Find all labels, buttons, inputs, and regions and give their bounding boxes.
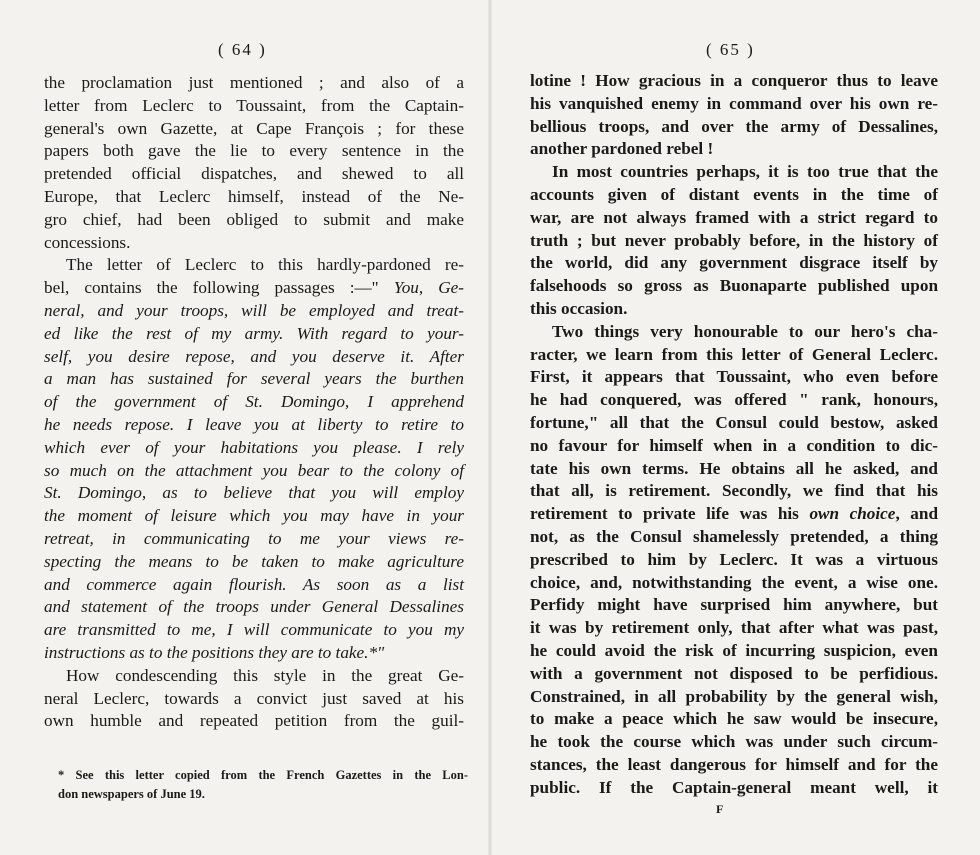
text-line: are transmitted to me, I will communicate to you my [44,620,464,640]
text-line: he needs repose. I leave you at liberty to retire to [44,414,464,434]
text-line: accounts given of distant events in the time of [530,184,938,204]
text-line: papers both gave the lie to every sentence in the [44,141,464,161]
text-line: the moment of leisure which you may have in your [44,506,464,526]
page-number-right: ( 65 ) [706,40,755,59]
text-line: that all, is retirement. Secondly, we find that his [530,481,938,501]
text-line: public. If the Captain-general meant well, it [530,777,938,797]
text-line: it was by retirement only, that after what was past, [530,618,938,638]
text-line: this occasion. [530,298,628,318]
text-line: Europe, that Leclerc himself, instead of the Ne- [44,186,464,206]
text-line: retirement to private life was his own choice, and [530,504,939,524]
text-line: bellious troops, and over the army of Dessalines, [530,116,938,136]
text-line: ed like the rest of my army. With regard to your- [44,323,464,343]
text-line: retreat, in communicating to me your views re- [44,528,464,548]
text-line: neral, and your troops, will be employed and treat- [44,300,464,320]
text-line: In most countries perhaps, it is too true that the [552,162,938,182]
footnote-line: * See this letter copied from the French Gazettes in the Lon- [58,768,468,782]
text-line: self, you desire repose, and you deserve it. After [44,346,464,366]
text-line: The letter of Leclerc to this hardly-pardoned re- [66,255,464,275]
text-line: prescribed to him by Leclerc. It was a virtuous [530,549,938,569]
text-line: no favour for himself when in a condition to dic- [530,435,938,455]
text-line: which ever of your habitations you please. I rely [44,437,464,457]
text-line: tate his own terms. He obtains all he asked, and [530,458,938,478]
text-line: stances, the least dangerous for himself and for the [530,754,938,774]
text-line: he could avoid the risk of incurring suspicion, even [530,640,938,660]
text-line: concessions. [44,232,131,252]
text-line: his vanquished enemy in command over his own re- [530,93,938,113]
text-line: neral Leclerc, towards a convict just saved at his [44,688,464,708]
text-line: Constrained, in all probability by the general wish, [530,686,938,706]
footnote-line: don newspapers of June 19. [58,787,205,801]
page-number-left: ( 64 ) [218,40,267,59]
text-line: racter, we learn from this letter of General Leclerc. [530,344,938,364]
text-line: bel, contains the following passages :—" You, Ge- [44,278,464,298]
text-line: not, as the Consul shamelessly pretended, a thing [530,526,938,546]
footnote [58,766,468,804]
text-line: Perfidy might have surprised him anywhere, but [530,595,938,615]
text-line: to make a peace which he saw would be insecure, [530,709,938,729]
right-page-body [530,70,938,800]
text-line: letter from Leclerc to Toussaint, from the Captain- [44,95,464,115]
text-line: specting the means to be taken to make agriculture [44,551,464,571]
text-line: of the government of St. Domingo, I apprehend [44,392,464,412]
text-line: First, it appears that Toussaint, who even before [530,367,938,387]
text-line: How condescending this style in the great Ge- [66,665,464,685]
text-line: the world, did any government disgrace itself by [530,253,938,273]
text-line: gro chief, had been obliged to submit and make [44,209,464,229]
right-page [490,0,980,855]
text-line: general's own Gazette, at Cape François ; for these [44,118,464,138]
left-page-body [44,72,464,733]
text-line: the proclamation just mentioned ; and also of a [44,73,464,92]
text-line: own humble and repeated petition from the guil- [44,711,464,731]
text-line: he took the course which was under such circum- [530,732,938,752]
text-line: he had conquered, was offered " rank, honours, [530,390,938,410]
text-line: war, are not always framed with a strict regard to [530,207,938,227]
text-line: falsehoods so gross as Buonaparte published upon [530,276,938,296]
text-line: and commerce again flourish. As soon as a list [44,574,464,594]
text-line: a man has sustained for several years the burthen [44,369,464,389]
text-line: and statement of the troops under General Dessalines [44,597,464,617]
text-line: another pardoned rebel ! [530,139,714,159]
text-line: pretended official dispatches, and shewed to all [44,164,464,184]
text-line: St. Domingo, as to believe that you will employ [44,483,464,503]
text-line: truth ; but never probably before, in the history of [530,230,938,250]
text-line: with a government not disposed to be perfidious. [530,663,938,683]
text-line: fortune," all that the Consul could bestow, asked [530,412,938,432]
signature-mark: F [716,802,724,816]
text-line: choice, and, notwithstanding the event, a wise one. [530,572,938,592]
text-line: instructions as to the positions they are to take.*" [44,642,385,662]
text-line: lotine ! How gracious in a conqueror thus to leave [530,71,938,90]
text-line: so much on the attachment you bear to the colony of [44,460,464,480]
text-line: Two things very honourable to our hero's cha- [552,321,938,341]
